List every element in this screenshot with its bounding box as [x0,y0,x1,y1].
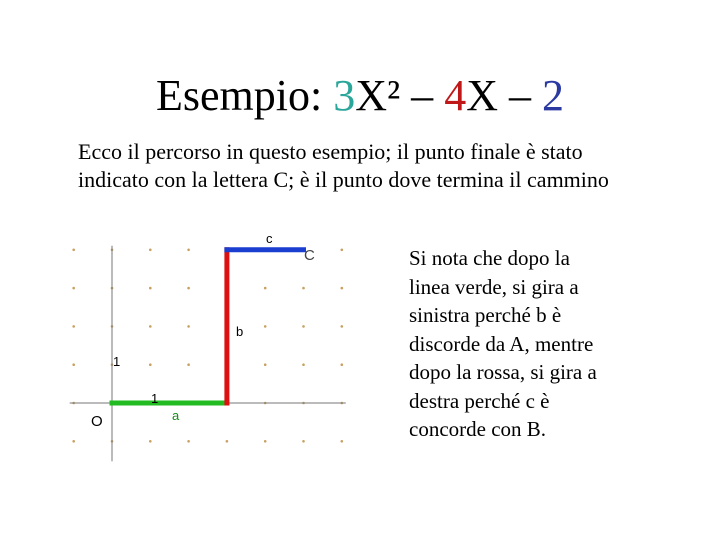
grid-dot [226,440,229,443]
end-point-label: C [304,247,315,264]
title-coef-b: 4 [444,71,467,120]
grid-dot [341,363,344,366]
title-x1: X – [466,71,542,120]
grid-dot [187,325,190,328]
grid-dot [72,363,75,366]
note-line: destra perché c è [409,388,550,413]
grid-dot [149,287,152,290]
grid-dot [302,287,305,290]
path-segments [112,250,304,403]
grid-dot [149,325,152,328]
intro-line-1: Ecco il percorso in questo esempio; il punto finale è stato [78,139,583,164]
grid-dot [72,325,75,328]
grid-dot [302,325,305,328]
x-tick-label: 1 [151,391,159,406]
note-line: discorde da A, mentre [409,331,594,356]
grid-dot [149,249,152,252]
grid-dot [264,325,267,328]
title-coef-c: 2 [541,71,564,120]
segment-b-label: b [236,324,244,339]
note-line: concorde con B. [409,417,547,441]
grid-dot [341,287,344,290]
segment-c-label: c [266,231,273,246]
grid-dot [187,440,190,443]
title-coef-a: 3 [333,71,356,120]
grid-dot [187,249,190,252]
grid-dot [264,440,267,443]
grid-dot [264,287,267,290]
segment-a-label: a [172,408,180,423]
grid-dot [149,363,152,366]
note-line: sinistra perché b è [409,303,562,327]
grid-dot [72,287,75,290]
grid-dot [341,249,344,252]
grid-dot [72,249,75,252]
grid-dot [72,440,75,443]
grid-dot [302,363,305,366]
note-line: dopo la rossa, si gira a [409,360,597,384]
note-line: linea verde, si gira a [409,274,579,299]
grid-dot [264,363,267,366]
grid-dot [187,287,190,290]
grid-dot [341,440,344,443]
grid-dot [302,440,305,443]
title-x2: X² – [355,71,445,120]
title-prefix: Esempio: [156,71,334,120]
grid-dot [149,440,152,443]
grid-dot [187,363,190,366]
origin-label: O [91,413,103,430]
grid-dot [341,325,344,328]
note-line: Si nota che dopo la [409,246,570,270]
intro-line-2: indicato con la lettera C; è il punto dove termina il cammino [78,167,609,192]
grid-dots [72,249,343,443]
y-tick-label: 1 [113,354,121,369]
